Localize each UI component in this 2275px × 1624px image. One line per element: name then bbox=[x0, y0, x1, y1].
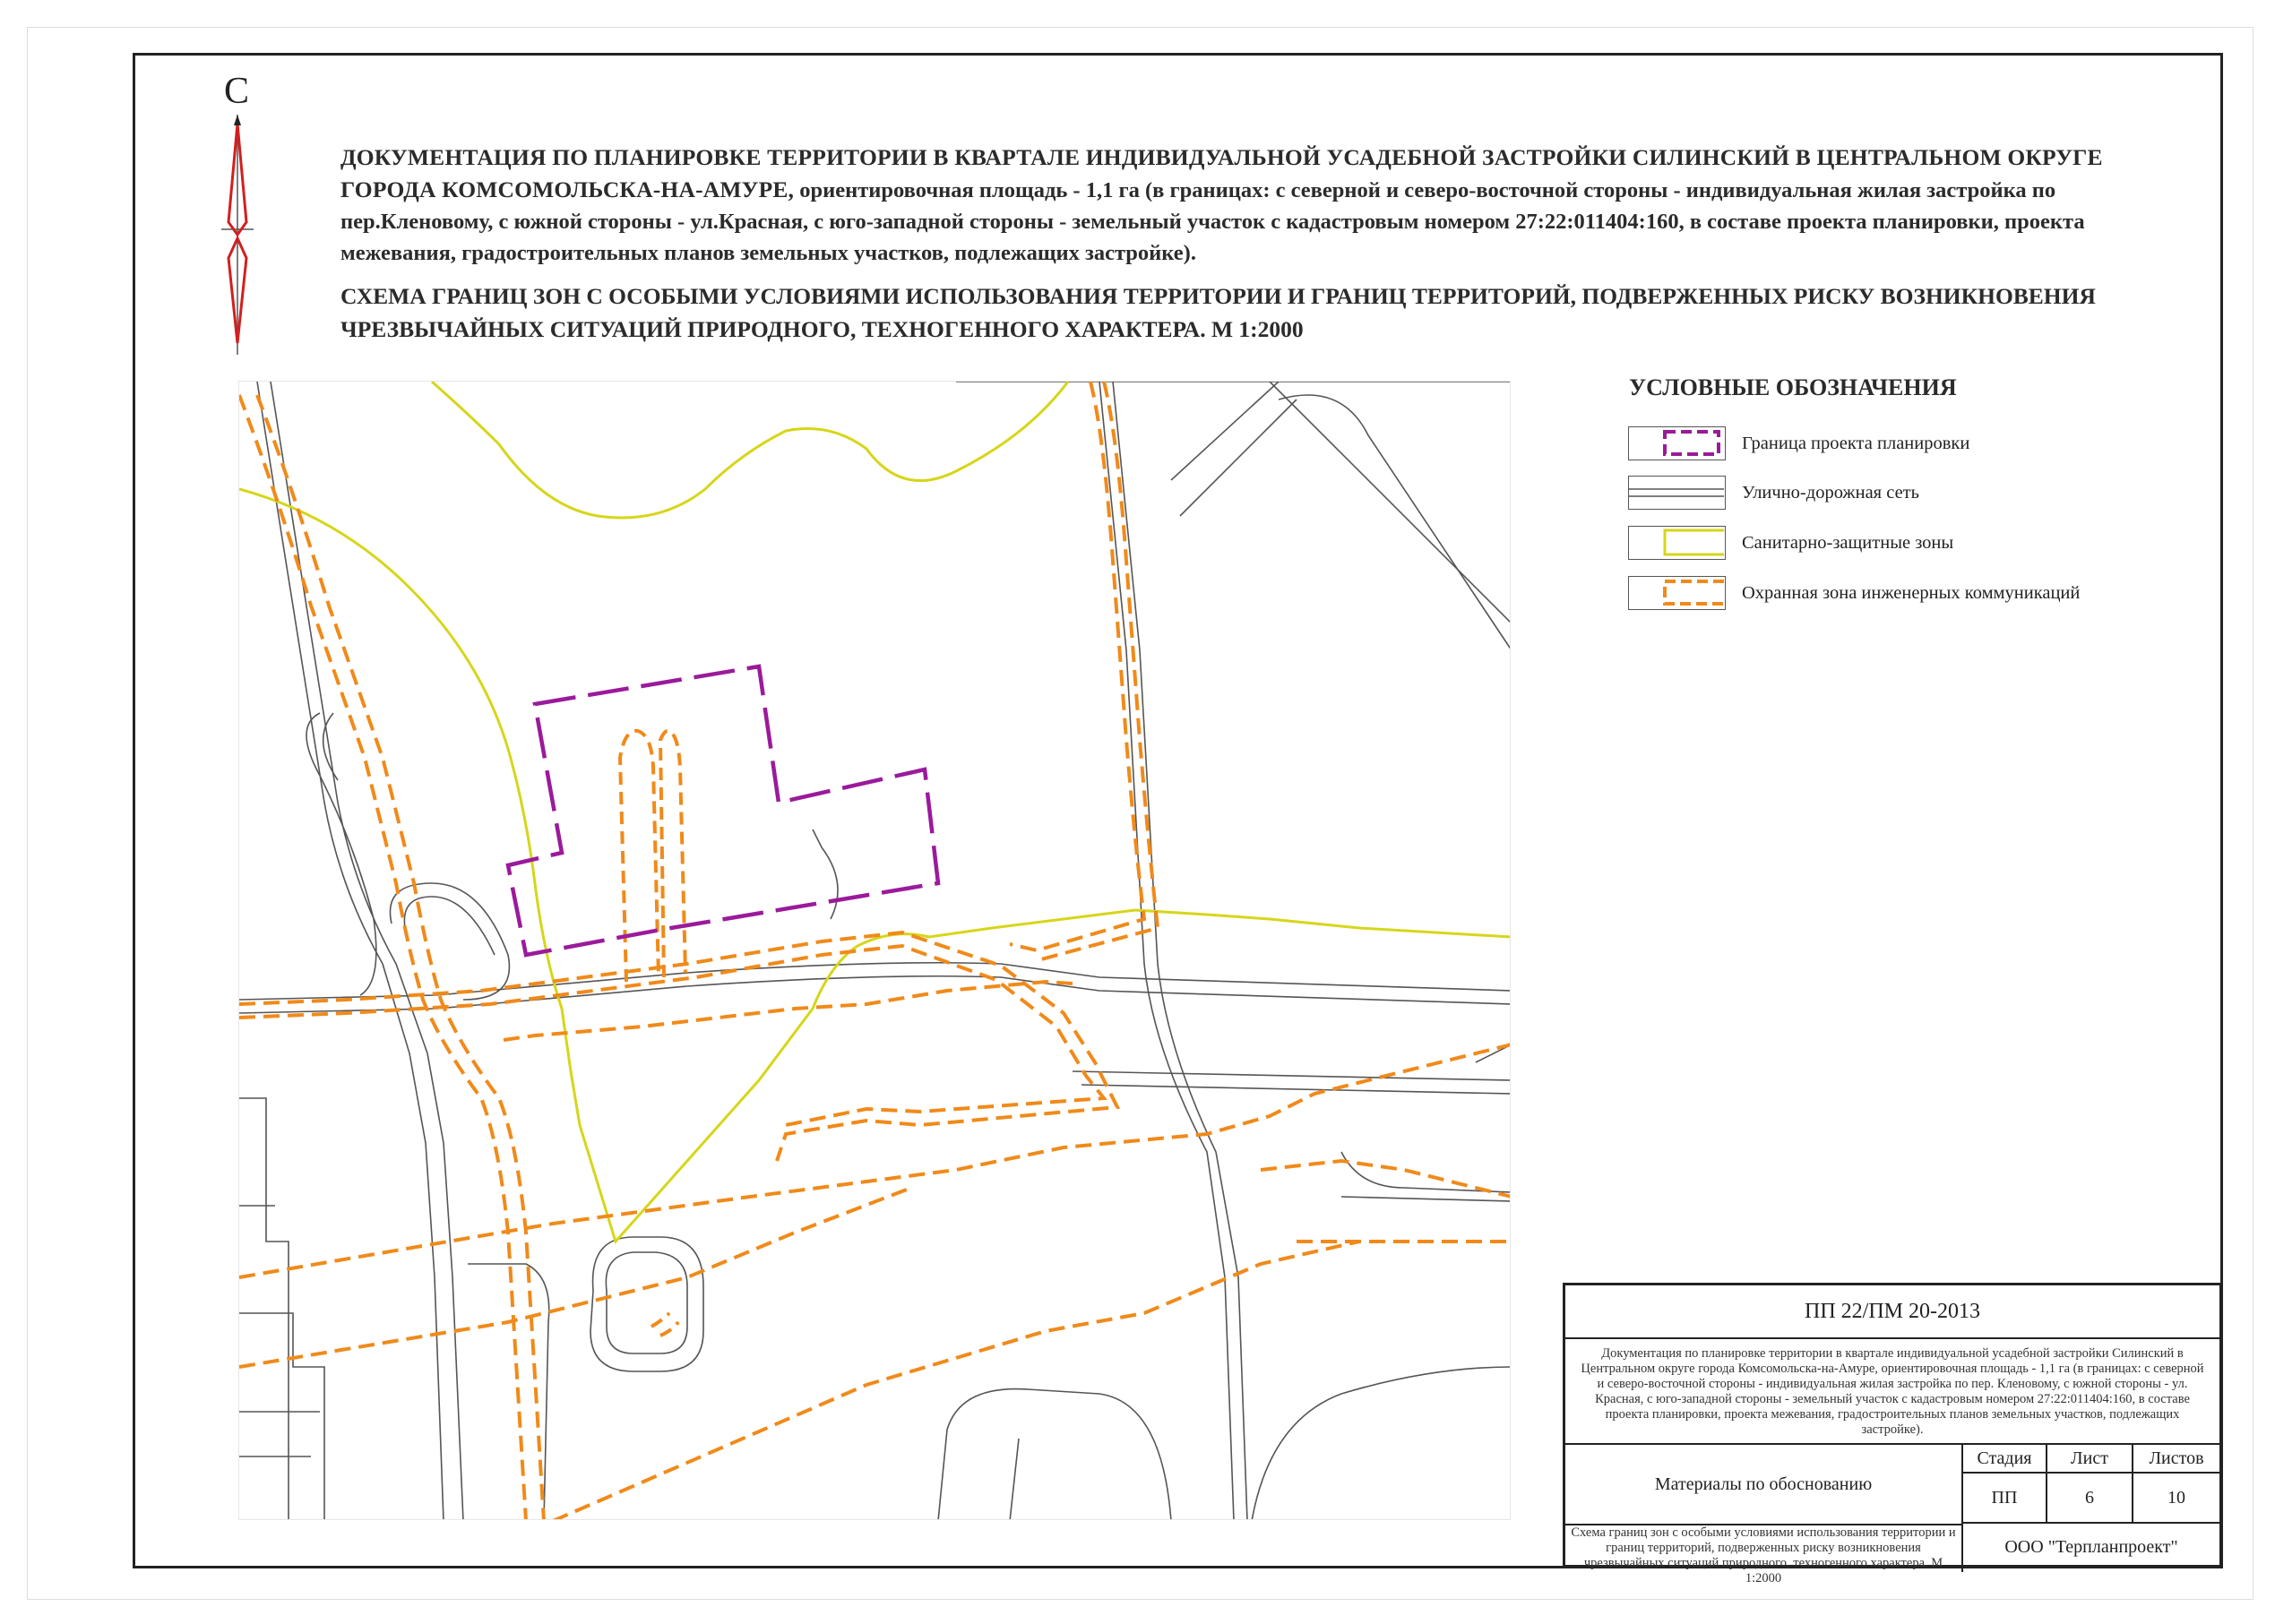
sanitary-zones bbox=[239, 382, 1511, 1242]
road-network bbox=[239, 382, 1511, 1520]
project-description: Документация по планировке территории в квартале индивидуальной усадебной застройки Силинский в Центральном округе города Комсомольска-на-Амуре, ориентировочная площадь - 1,1 га (в границах: с северной и северо-восточной стороны - индивидуальная жилая застройка по пер. Кленовому, с южной стороны - ул. Красная, с юго-западной стороны - земельный участок с кадастровым номером 27:22:011404:160, в составе проекта планировки, проекта межевания, градостроительных планов земельных участков, подлежащих застройке). bbox=[1565, 1337, 2219, 1445]
legend-item-road-network bbox=[1628, 475, 1919, 511]
title-rest: ориентировочная площадь - 1,1 га (в границах: с северной и северо-восточной стороны - индивидуальная жилая застройка по пер.Кленовому, с южной стороны - ул.Красная, с юго-западной стороны - земельный участок с кадастровым номером 27:22:011404:160, в составе проекта планировки, проекта межевания, градостроительных планов земельных участков, подлежащих застройке). bbox=[340, 178, 2085, 265]
scheme-description: Схема границ зон с особыми условиями использования территории и границ территорий, подверженных риску возникновения чрезвычайных ситуаций природного, техногенного характера. М 1:2000 bbox=[1565, 1524, 1963, 1572]
vertical-duct bbox=[620, 731, 685, 1336]
north-arrow-icon bbox=[220, 70, 255, 357]
north-letter: С bbox=[224, 71, 250, 112]
stage-header: Стадия bbox=[1963, 1445, 2047, 1474]
legend-title: УСЛОВНЫЕ ОБОЗНАЧЕНИЯ bbox=[1629, 374, 1957, 400]
legend-label: Охранная зона инженерных коммуникаций bbox=[1742, 582, 2081, 603]
engineering-zones bbox=[239, 382, 1511, 1520]
legend-item-planning-boundary bbox=[1628, 425, 1969, 461]
stage-value: ПП bbox=[1963, 1474, 2047, 1524]
sheet-header: Лист bbox=[2047, 1445, 2133, 1474]
planning-boundary bbox=[508, 666, 938, 955]
legend-symbol-orange bbox=[1628, 576, 1726, 610]
map-area bbox=[238, 381, 1511, 1520]
legend-item-sanitary-zones bbox=[1628, 525, 1953, 561]
legend-symbol-roads bbox=[1628, 476, 1726, 510]
title-block bbox=[1563, 1283, 2222, 1585]
sheet-value: 6 bbox=[2047, 1474, 2133, 1524]
legend-label: Санитарно-защитные зоны bbox=[1742, 532, 1954, 553]
organization: ООО "Терпланпроект" bbox=[2004, 1536, 2178, 1557]
scheme-title: СХЕМА ГРАНИЦ ЗОН С ОСОБЫМИ УСЛОВИЯМИ ИСПОЛЬЗОВАНИЯ ТЕРРИТОРИИ И ГРАНИЦ ТЕРРИТОРИЙ, ПОДВЕРЖЕННЫХ РИСКУ ВОЗНИКНОВЕНИЯ ЧРЕЗВЫЧАЙНЫХ СИТУАЦИЙ ПРИРОДНОГО, ТЕХНОГЕННОГО ХАРАКТЕРА. М 1:2000 bbox=[340, 283, 2096, 342]
legend-symbol-yellow bbox=[1628, 526, 1726, 560]
map-drawing bbox=[239, 382, 1511, 1520]
sheets-value: 10 bbox=[2133, 1474, 2219, 1524]
document-title bbox=[340, 142, 2186, 269]
legend-label: Улично-дорожная сеть bbox=[1742, 482, 1919, 503]
title-upper: ДОКУМЕНТАЦИЯ ПО ПЛАНИРОВКЕ ТЕРРИТОРИИ В КВАРТАЛЕ ИНДИВИДУАЛЬНОЙ УСАДЕБНОЙ ЗАСТРОЙКИ СИЛИНСКИЙ В ЦЕНТРАЛЬНОМ ОКРУГЕ ГОРОДА КОМСОМОЛЬСКА-НА-АМУРЕ, bbox=[340, 144, 2103, 202]
legend-symbol-purple bbox=[1628, 426, 1726, 460]
project-code: ПП 22/ПМ 20-2013 bbox=[1565, 1285, 2219, 1339]
legend-item-engineering-zones bbox=[1628, 575, 2080, 611]
materials-label: Материалы по обоснованию bbox=[1565, 1445, 1963, 1525]
sheets-header: Листов bbox=[2133, 1445, 2219, 1474]
legend-label: Граница проекта планировки bbox=[1742, 433, 1970, 453]
